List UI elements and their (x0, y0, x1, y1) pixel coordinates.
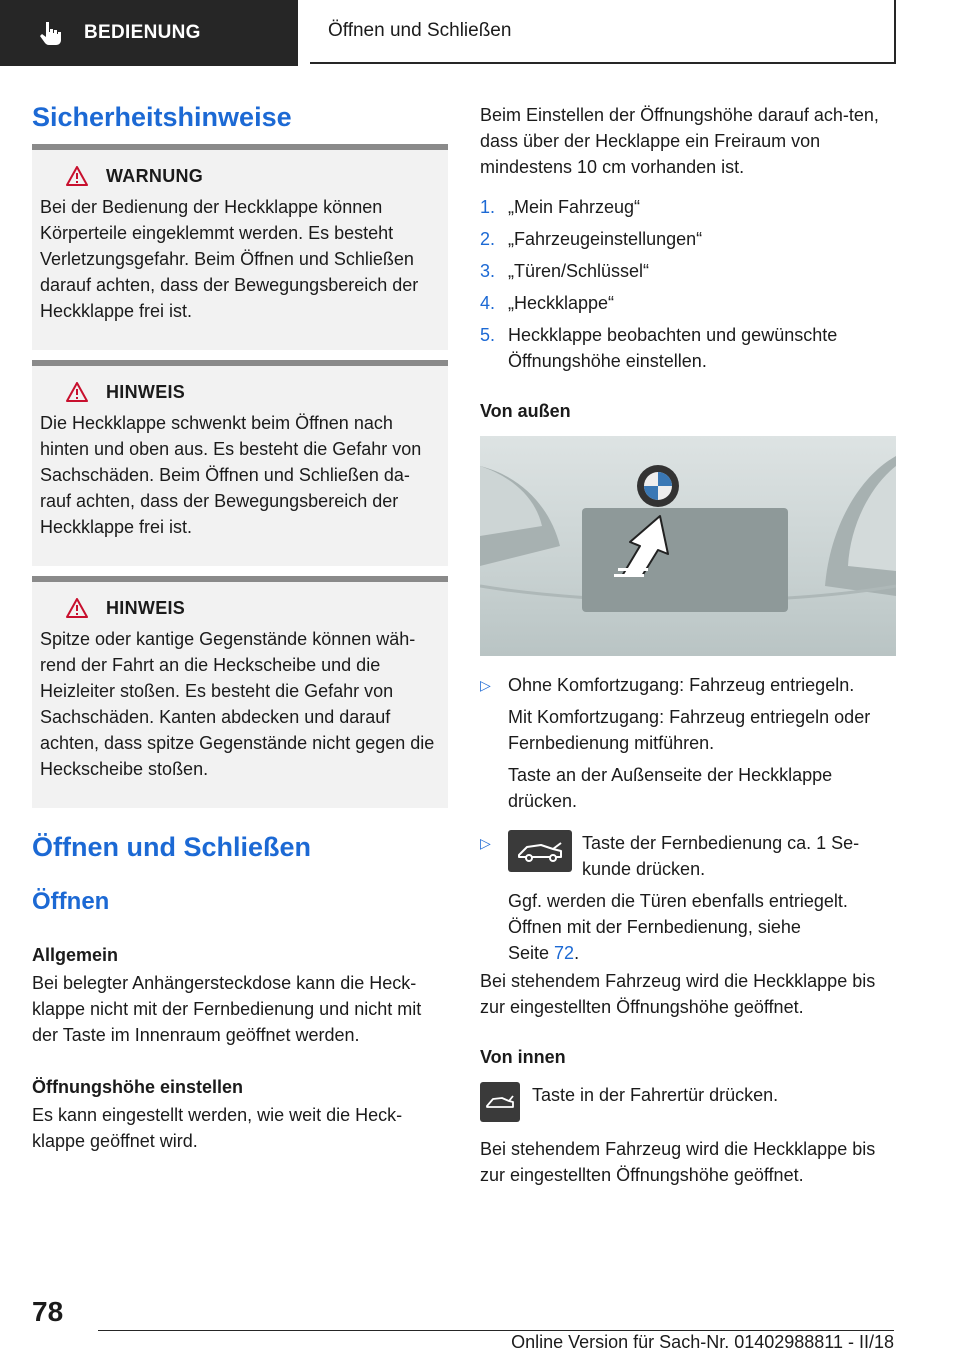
warning-box (32, 144, 448, 350)
general-title: Allgemein (32, 945, 119, 965)
notice-label: HINWEIS (106, 597, 186, 618)
notice-text: Die Heckklappe schwenkt beim Öffnen nach hinten und oben aus. Es besteht die Gefahr von Sachschäden. Beim Öffnen und Schließen da-rauf achten, dass der Bewegungsbereich der Heckklappe frei ist. (40, 413, 422, 537)
general-text: Bei belegter Anhängersteckdose kann die Heck-klappe nicht mit der Fernbedienung und nicht mit der Taste im Innenraum geöffnet werden. (32, 973, 422, 1045)
header-section-label: BEDIENUNG (84, 22, 201, 43)
bullet-text-2: Ggf. werden die Türen ebenfalls entriegelt. Öffnen mit der Fernbedienung, siehe Seite 72. (508, 891, 848, 963)
inside-text: Taste in der Fahrertür drücken. (532, 1085, 779, 1105)
steps-list (480, 194, 896, 380)
warning-text: Bei der Bedienung der Heckklappe können Körperteile eingeklemmt werden. Es besteht Verletzungsgefahr. Beim Öffnen und Schließen darauf achten, dass der Bewegungsbereich der Heckklappe frei ist. (40, 197, 419, 321)
list-item: 5. Heckklappe beobachten und gewünschte Öffnungshöhe einstellen. (480, 325, 838, 371)
outside-title: Von außen (480, 401, 571, 421)
triangle-bullet-icon: ▷ (480, 677, 491, 693)
door-tailgate-button-icon (480, 1082, 520, 1122)
notice-box-1 (32, 360, 448, 566)
warning-triangle-icon (66, 166, 88, 186)
sub-heading: Öffnen (32, 888, 110, 915)
header-title: Öffnen und Schließen (328, 20, 512, 41)
tailgate-photo (480, 436, 896, 656)
bullet-text: Ohne Komfortzugang: Fahrzeug entriegeln. (508, 675, 855, 695)
notice-label: HINWEIS (106, 381, 186, 402)
inside-row (480, 1082, 896, 1122)
list-item: 4. „Heckklappe“ (480, 293, 615, 313)
section-heading: Öffnen und Schließen (32, 832, 312, 862)
page-link[interactable]: 72 (554, 943, 575, 963)
list-item: 2. „Fahrzeugeinstellungen“ (480, 229, 703, 249)
footer-rule (98, 1330, 894, 1331)
bullet-text-3: Taste an der Außenseite der Heckklappe drücken. (508, 765, 833, 811)
bullet-text-2: Mit Komfortzugang: Fahrzeug entriegeln oder Fernbedienung mitführen. (508, 707, 871, 753)
bullet-outside-1 (480, 672, 896, 814)
header-title-box (310, 0, 896, 64)
safety-heading: Sicherheitshinweise (32, 102, 292, 132)
inside-title: Von innen (480, 1047, 566, 1067)
header-section-tab (0, 0, 298, 66)
page-number: 78 (32, 1296, 64, 1327)
hand-pointer-icon (38, 20, 64, 46)
notice-text: Spitze oder kantige Gegenstände können wäh-rend der Fahrt an die Heckscheibe und die Heizleiter stoßen. Es besteht die Gefahr von Sachschäden. Kanten abdecken und darauf achten, dass spitze Gegenstände nicht gegen die Heckscheibe stoßen. (40, 629, 435, 779)
intro-text: Beim Einstellen der Öffnungshöhe darauf ach-ten, dass über der Hecklappe ein Freiraum von mindestens 10 cm vorhanden ist. (480, 105, 879, 177)
warning-label: WARNUNG (106, 165, 204, 186)
bullet-text: Taste der Fernbedienung ca. 1 Se-kunde drücken. (582, 833, 860, 879)
footer-online-version: Online Version für Sach-Nr. 01402988811 - II/18 (511, 1332, 894, 1352)
height-title: Öffnungshöhe einstellen (32, 1077, 244, 1097)
bullet-outside-2 (480, 830, 896, 966)
list-item: 1. „Mein Fahrzeug“ (480, 197, 641, 217)
notice-triangle-icon (66, 598, 88, 618)
stationary-text-2: Bei stehendem Fahrzeug wird die Heckklappe bis zur eingestellten Öffnungshöhe geöffnet. (480, 1139, 876, 1185)
stationary-text-1: Bei stehendem Fahrzeug wird die Heckklappe bis zur eingestellten Öffnungshöhe geöffnet. (480, 971, 876, 1017)
height-text: Es kann eingestellt werden, wie weit die Heck-klappe geöffnet wird. (32, 1105, 403, 1151)
list-item: 3. „Türen/Schlüssel“ (480, 261, 650, 281)
remote-tailgate-key-icon (508, 830, 572, 872)
notice-box-2 (32, 576, 448, 808)
tailgate-illustration (480, 436, 896, 656)
notice-triangle-icon (66, 382, 88, 402)
triangle-bullet-icon: ▷ (480, 835, 491, 851)
